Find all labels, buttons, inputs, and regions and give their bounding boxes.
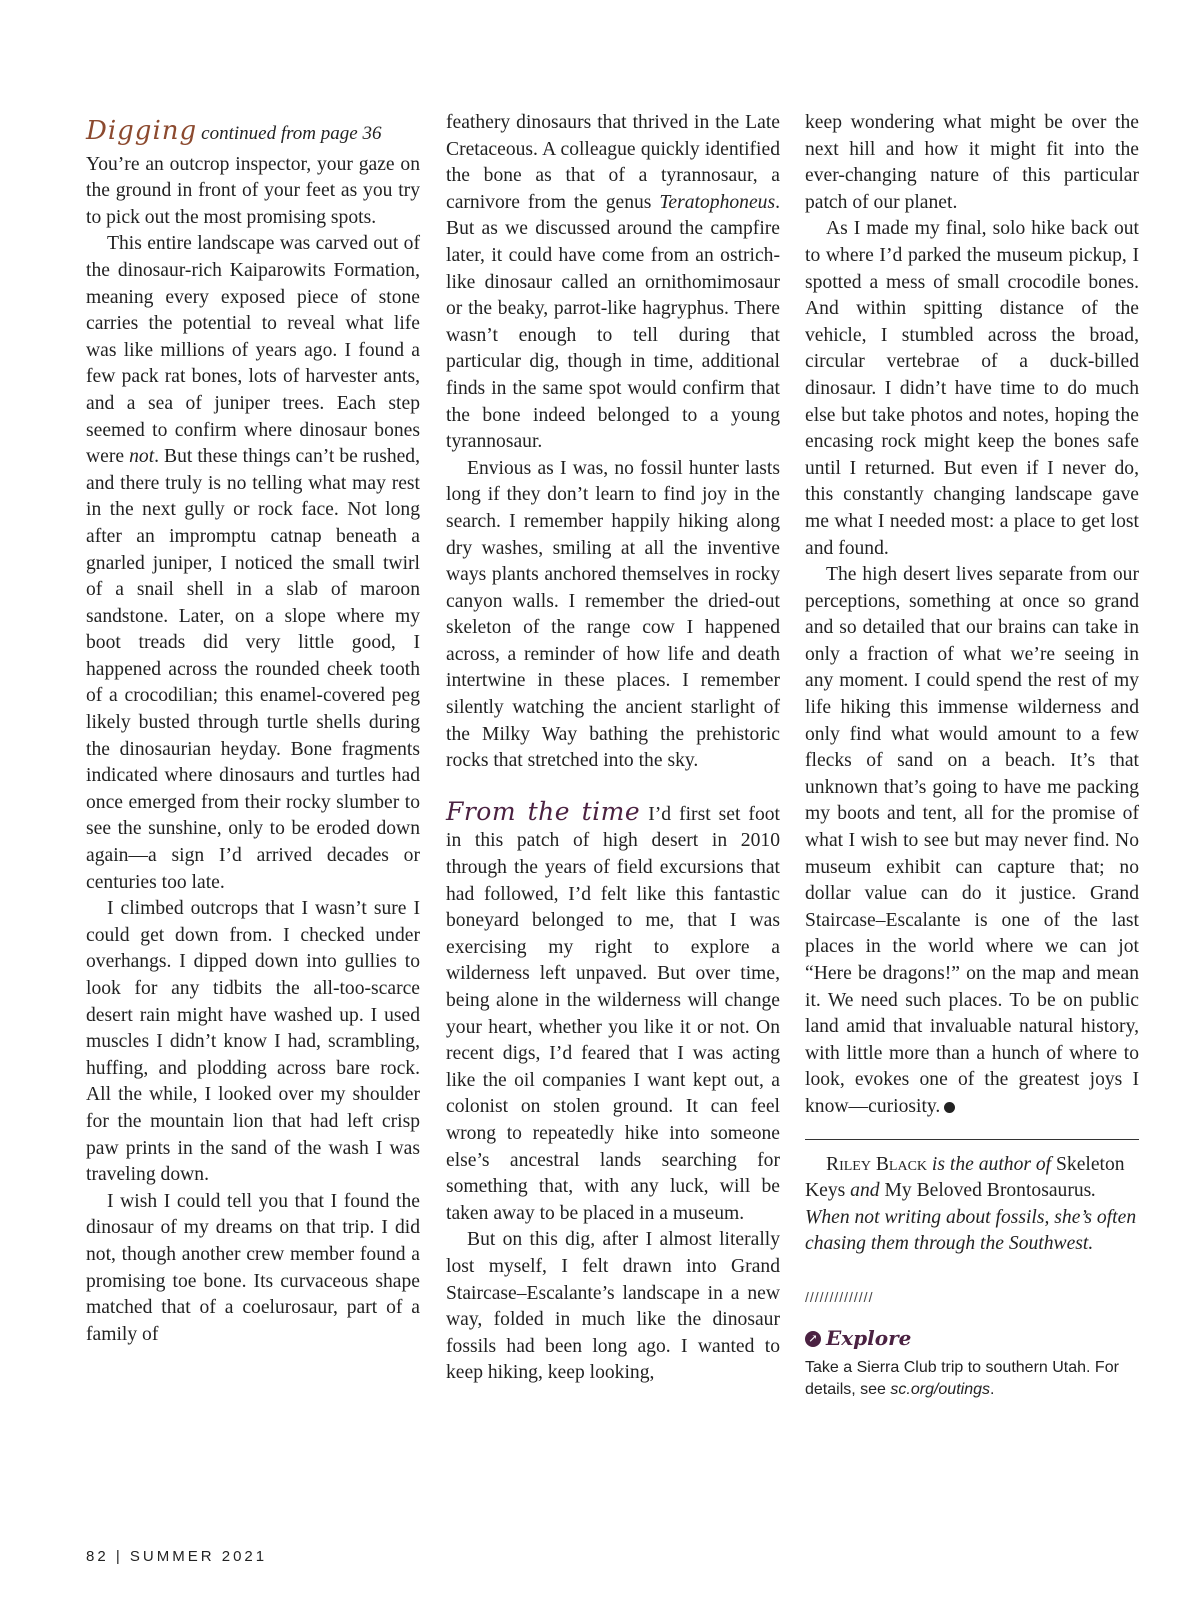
paragraph: From the time I’d first set foot in this patch of high desert in 2010 through the years of field excursions that had followed, I’d felt like this fantastic boneyard belonged to me, that I was exercising my right to explore a wilderness left unpaved. But over time, being alone in the wilderness will change your heart, whether you like it or not. On recent digs, I’d feared that I was acting like the oil companies I want kept out, a colonist on stolen ground. It can feel wrong to repeatedly hike into someone else’s ancestral lands searching for something that, with any luck, will be taken away to be placed in a museum. — [446, 796, 780, 1224]
continued-header — [86, 118, 420, 148]
author-name: Riley Black — [826, 1153, 928, 1175]
author-bio: Riley Black is the author of Skeleton Keys and My Beloved Brontosaurus. When not writing about fossils, she’s often chasing them through the Southwest. — [805, 1153, 1137, 1255]
paragraph: keep wondering what might be over the next hill and how it might fit into the ever-changing nature of this particular patch of our planet. — [805, 112, 1139, 213]
outings-link[interactable]: sc.org/outings — [890, 1381, 990, 1399]
page-folio: 82 | SUMMER 2021 — [86, 1548, 268, 1565]
paragraph: I wish I could tell you that I found the dinosaur of my dreams on that trip. I did not, though another crew member found a promising toe bone. Its curvaceous shape matched that of a coelurosaur, part of a family of — [86, 1190, 420, 1345]
section-kicker: Digging — [86, 116, 198, 146]
compass-icon: ↗ — [805, 1331, 821, 1347]
bio-divider — [805, 1139, 1139, 1140]
explore-text: Take a Sierra Club trip to southern Utah. For details, see sc.org/outings. — [805, 1359, 1119, 1399]
paragraph: The high desert lives separate from our perceptions, something at once so grand and so detailed that our brains can take in only a fraction of what we’re seeing in any moment. I could spend the rest of my life hiking this immense wilderness and only find what would amount to a few flecks of sand on a beach. It’s that unknown that’s going to have me packing my boots and tent, all for the promise of what I wish to see but may never find. No museum exhibit can capture that; no dollar value can do it justice. Grand Staircase–Escalante is one of the last places in the world where we can jot “Here be dragons!” on the map and mean it. We need such places. To be on public land amid that invaluable natural history, with little more than a hunch of where to look, evokes one of the greatest joys I know—curiosity. — [805, 564, 1139, 1117]
column-1 — [86, 110, 420, 1348]
paragraph: As I made my final, solo hike back out to where I’d parked the museum pickup, I spotted a mess of small crocodile bones. And within spitting distance of the vehicle, I stumbled across the broad, circular vertebrae of a duck-billed dinosaur. I didn’t have time to do much else but take photos and notes, hoping the encasing rock might keep the bones safe until I returned. But even if I never do, this constantly changing landscape gave me what I needed most: a place to get lost and found. — [805, 218, 1139, 559]
paragraph: I climbed outcrops that I wasn’t sure I could get down from. I checked under overhangs. I dipped down into gullies to look for any tidbits the all-too-scarce desert rain might have washed up. I used muscles I didn’t know I had, scrambling, huffing, and plodding across bare rock. All the while, I looked over my shoulder for the mountain lion that had left crisp paw prints in the sand of the wash I was traveling down. — [86, 898, 420, 1186]
section-subhead: From the time — [446, 796, 641, 826]
column-2 — [446, 110, 780, 1387]
end-mark-icon — [944, 1102, 955, 1113]
explore-divider: ////////////// — [805, 1288, 874, 1305]
continued-note: continued from page 36 — [201, 123, 382, 144]
paragraph: You’re an outcrop inspector, your gaze on the ground in front of your feet as you try to pick out the most promising spots. — [86, 153, 420, 228]
paragraph: This entire landscape was carved out of the dinosaur-rich Kaiparowits Formation, meaning every exposed piece of stone carries the potential to reveal what life was like millions of years ago. I found a few pack rat bones, lots of harvester ants, and a sea of juniper trees. Each step seemed to confirm where dinosaur bones were not. But these things can’t be rushed, and there truly is no telling what may rest in the next gully or rock face. Not long after an impromptu catnap beneath a gnarled juniper, I noticed the small twirl of a snail shell in a slab of maroon sandstone. Later, on a slope where my boot treads did very little good, I happened across the rounded cheek tooth of a crocodilian; this enamel-covered peg likely busted through turtle shells during the dinosaurian heyday. Bone fragments indicated where dinosaurs and turtles had once emerged from their rocky slumber to see the sunshine, only to be eroded down again—a sign I’d arrived decades or centuries too late. — [86, 233, 421, 893]
paragraph: Envious as I was, no fossil hunter lasts long if they don’t learn to find joy in the search. I remember happily hiking along dry washes, smiling at all the inventive ways plants anchored themselves in rocky canyon walls. I remember the dried-out skeleton of the range cow I happened across, a reminder of how life and death intertwine in these places. I remember silently watching the ancient starlight of the Milky Way bathing the prehistoric rocks that stretched into the sky. — [446, 457, 780, 772]
explore-heading: ↗ Explore — [805, 1325, 1139, 1352]
paragraph: feathery dinosaurs that thrived in the Late Cretaceous. A colleague quickly identified the bone as that of a tyrannosaur, a carnivore from the genus Teratophoneus. But as we discussed around the campfire later, it could have come from an ostrich-like dinosaur called an ornithomimosaur or the beaky, parrot-like hagryphus. There wasn’t enough to tell during that particular dig, though in time, additional finds in the same spot would confirm that the bone indeed belonged to a young tyrannosaur. — [446, 112, 780, 453]
column-3 — [805, 110, 1139, 1401]
paragraph: But on this dig, after I almost literally lost myself, I felt drawn into Grand Staircase–Escalante’s landscape in a new way, folded in much like the dinosaur fossils had been long ago. I wanted to keep hiking, keep looking, — [446, 1229, 780, 1384]
